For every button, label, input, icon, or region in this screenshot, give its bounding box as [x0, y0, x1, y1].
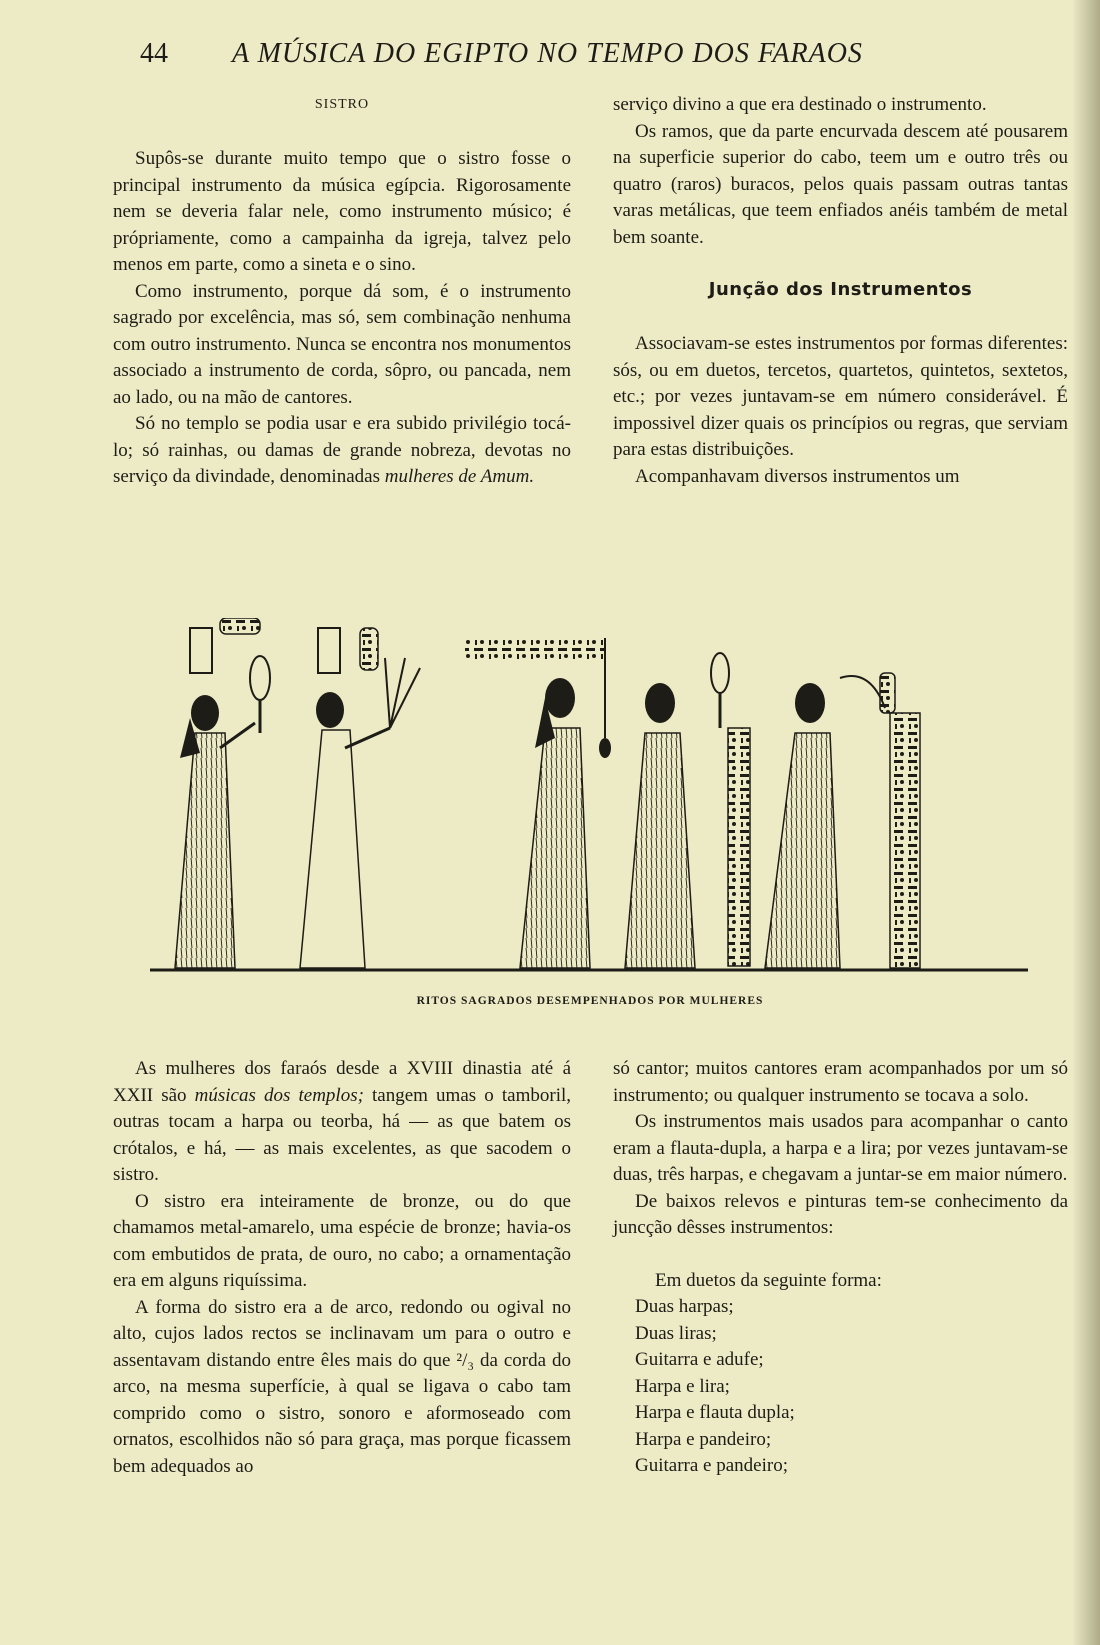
illustration-egyptian-women [150, 618, 1030, 978]
paragraph: Os instrumentos mais usados para acompanhar o canto eram a flauta-dupla, a harpa e a lira; por vezes juntavam-se duas, três harpas, e chegavam a juntar-se em maior número. [613, 1111, 1068, 1185]
column-bottom-right [613, 1056, 1068, 1480]
dynasty-numeral: XXII [113, 1084, 154, 1106]
list-lead: Em duetos da seguinte forma: [655, 1269, 882, 1291]
paragraph [113, 1056, 571, 1189]
list-item: Harpa e flauta dupla; [635, 1402, 795, 1423]
column-bottom-left [113, 1056, 571, 1480]
paragraph-text: Só no templo se podia usar e era subido privilégio tocá-lo; só rainhas, ou damas de grande nobreza, devotas no serviço da divindade, denominadas [113, 413, 571, 487]
italic-term: músicas dos templos; [194, 1084, 364, 1106]
relief-drawing [150, 618, 1030, 978]
page-number: 44 [140, 38, 168, 69]
running-title: A MÚSICA DO EGIPTO NO TEMPO DOS FARAOS [232, 38, 863, 69]
running-header [140, 34, 960, 74]
woman-figure [625, 653, 750, 968]
paragraph: O sistro era inteiramente de bronze, ou do que chamamos metal-amarelo, uma espécie de bronze; havia-os com embutidos de prata, de ouro, no cabo; a ornamentação era em alguns riquíssima. [113, 1190, 571, 1291]
dynasty-numeral: XVIII [406, 1058, 454, 1079]
section-heading-sistro: SISTRO [314, 97, 370, 112]
paragraph: só cantor; muitos cantores eram acompanhados por um só instrumento; ou qualquer instrumento se tocava a solo. [613, 1058, 1068, 1106]
section-heading-juncao: Junção dos Instrumentos [708, 279, 973, 300]
duet-list [613, 1268, 1068, 1480]
list-item: Guitarra e adufe; [635, 1349, 764, 1370]
paragraph-text: são [161, 1084, 187, 1106]
paragraph [113, 411, 571, 491]
paragraph: serviço divino a que era destinado o instrumento. [613, 94, 987, 115]
woman-figure [520, 638, 611, 968]
list-item: Harpa e lira; [635, 1375, 730, 1397]
list-item: Duas liras; [635, 1322, 717, 1344]
column-top-left [113, 92, 571, 491]
paragraph-text: tangem umas o tamboril, outras tocam a harpa ou teorba, há — as que batem os crótalos, e há, — as mais excelentes, as que sacodem o sistro. [113, 1084, 572, 1185]
list-item: Harpa e pandeiro; [635, 1428, 772, 1450]
list-item: Duas harpas; [635, 1296, 734, 1317]
list-item: Guitarra e pandeiro; [635, 1455, 788, 1476]
woman-figure [175, 618, 270, 968]
woman-figure [300, 628, 420, 968]
hieroglyph-band [465, 640, 605, 662]
paragraph [113, 1295, 571, 1481]
paragraph: Acompanhavam diversos instrumentos um [635, 465, 960, 487]
page-edge-shadow [1072, 0, 1100, 1645]
paragraph: Supôs-se durante muito tempo que o sistro fosse o principal instrumento da música egípcia. Rigorosamente nem se deveria falar nele, como instrumento músico; é própriamente, como a campainha da igreja, talvez pelo menos em parte, como a sineta e o sino. [113, 148, 571, 275]
paragraph: Como instrumento, porque dá som, é o instrumento sagrado por excelência, mas só, sem combinação nenhuma com outro instrumento. Nunca se encontra nos monumentos associado a instrumento de corda, sôpro, ou pancada, nem ao lado, ou na mão de cantores. [113, 280, 571, 408]
paragraph: De baixos relevos e pinturas tem-se conhecimento da juncção dêsses instrumentos: [613, 1190, 1068, 1238]
paragraph-text: dinastia até á [462, 1058, 572, 1079]
paragraph: Associavam-se estes instrumentos por formas diferentes: sós, ou em duetos, tercetos, quartetos, quintetos, sextetos, etc.; por vezes juntavam-se em número considerável. É impossivel dizer quais os princípios ou regras, que serviam para estas distribuições. [613, 333, 1068, 460]
paragraph: Os ramos, que da parte encurvada descem até pousarem na superficie superior do cabo, teem um e outro três ou quatro (raros) buracos, pelos quais passam outras tantas varas metálicas, que teem enfiados anéis também de metal bem soante. [613, 120, 1068, 248]
paragraph-text: As mulheres dos faraós desde a [135, 1058, 398, 1079]
figure-caption: RITOS SAGRADOS DESEMPENHADOS POR MULHERES [416, 995, 764, 1007]
italic-term: mulheres de Amum. [384, 466, 535, 487]
column-top-right [613, 92, 1068, 490]
fraction: ²/₃ [456, 1349, 475, 1371]
paragraph-text: A forma do sistro era a de arco, redondo ou ogival no alto, cujos lados rectos se inclinavam um para o outro e assentavam distando entre êles mais do que [113, 1296, 571, 1371]
paragraph-text: da corda do arco, na mesma superfície, à qual se ligava o cabo tam comprido como o sistro, sonoro e aformoseado com ornatos, escolhidos não só para graça, mas porque ficassem bem adequados ao [113, 1349, 572, 1477]
woman-figure [765, 673, 920, 968]
